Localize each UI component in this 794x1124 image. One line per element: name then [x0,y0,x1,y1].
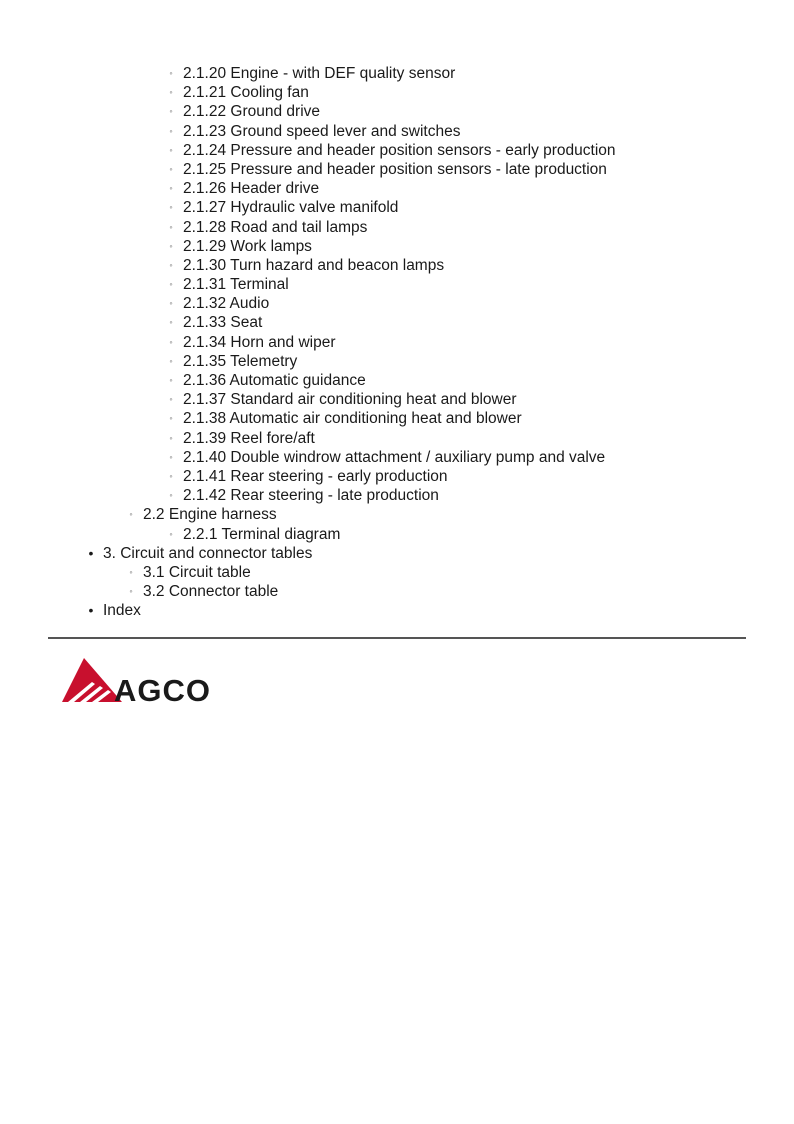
toc-item-label: 2.1.20 Engine - with DEF quality sensor [183,65,456,82]
toc-item-label: 2.1.31 Terminal [183,276,289,294]
bullet-circle-icon: ◦ [169,106,173,117]
toc-item[interactable] [0,160,794,179]
toc-item-label: 2.1.32 Audio [183,295,270,313]
toc-item[interactable] [0,122,794,141]
bullet-circle-icon: ◦ [169,336,173,347]
toc-item-label: 2.1.30 Turn hazard and beacon lamps [183,256,445,274]
bullet-circle-icon: ◦ [129,509,133,520]
toc-item-label: 2.1.42 Rear steering - late production [183,487,439,505]
bullet-circle-icon: ◦ [169,240,173,251]
bullet-circle-icon: ◦ [169,68,173,78]
bullet-circle-icon: ◦ [169,451,173,462]
toc-item[interactable] [0,275,794,294]
toc-item[interactable] [0,505,794,524]
bullet-circle-icon: ◦ [169,413,173,424]
bullet-circle-icon: ◦ [169,470,173,481]
toc-item[interactable] [0,525,794,544]
toc-item[interactable] [0,390,794,409]
toc-item[interactable] [0,429,794,448]
toc-item[interactable] [0,256,794,275]
toc-item[interactable] [0,102,794,121]
toc-item-label: 2.1.41 Rear steering - early production [183,467,448,485]
toc-item-label: 2.1.29 Work lamps [183,237,312,255]
toc-item-label: 2.1.36 Automatic guidance [183,372,366,389]
toc-item[interactable] [0,198,794,217]
toc-item-label: 2.1.34 Horn and wiper [183,333,336,351]
toc-item-label: 2.1.25 Pressure and header position sensors - late production [183,160,607,178]
toc-item-label: 3.1 Circuit table [143,563,251,581]
bullet-circle-icon: ◦ [169,259,173,270]
toc-item[interactable] [0,64,794,83]
toc-item-label: 2.1.39 Reel fore/aft [183,429,315,447]
toc-item-label: 2.1.22 Ground drive [183,103,321,121]
toc-item-label: 2.2.1 Terminal diagram [183,525,341,543]
bullet-circle-icon: ◦ [169,202,173,213]
bullet-circle-icon: ◦ [169,221,173,232]
bullet-circle-icon: ◦ [169,279,173,290]
toc-item[interactable] [0,486,794,505]
bullet-circle-icon: ◦ [129,566,133,577]
bullet-circle-icon: ◦ [169,183,173,194]
toc-item[interactable] [0,582,794,601]
divider-rule [48,637,746,639]
toc-item-label: 2.1.23 Ground speed lever and switches [183,122,461,140]
bullet-dot-icon: • [88,602,94,619]
toc-item[interactable] [0,563,794,582]
toc-item-label: 2.1.37 Standard air conditioning heat and blower [183,391,517,409]
bullet-circle-icon: ◦ [169,432,173,443]
toc-item-label: 2.1.24 Pressure and header position sensors - early production [183,141,616,159]
toc-item[interactable] [0,409,794,428]
toc-item[interactable] [0,371,794,390]
toc-item-label: 2.1.38 Automatic air conditioning heat and blower [183,410,522,428]
bullet-circle-icon: ◦ [169,355,173,366]
toc-item[interactable] [0,601,794,620]
toc-item[interactable] [0,544,794,563]
toc-item-label: 2.1.28 Road and tail lamps [183,218,368,236]
toc-item[interactable] [0,352,794,371]
bullet-circle-icon: ◦ [169,163,173,174]
logo-wordmark: AGCO [114,673,211,704]
toc-item[interactable] [0,83,794,102]
toc-item-label: 2.1.33 Seat [183,314,263,332]
agco-logo-mark [62,656,234,704]
bullet-circle-icon: ◦ [169,144,173,155]
toc-item-label: 3. Circuit and connector tables [103,544,313,562]
toc-item-label: 2.1.27 Hydraulic valve manifold [183,199,399,217]
toc-item-label: Index [103,602,141,620]
bullet-circle-icon: ◦ [169,394,173,405]
toc-item[interactable] [0,179,794,198]
bullet-circle-icon: ◦ [169,375,173,385]
toc-item-label: 2.2 Engine harness [143,506,277,524]
toc-item[interactable] [0,218,794,237]
bullet-circle-icon: ◦ [169,87,173,98]
toc-item-label: 3.2 Connector table [143,583,279,601]
toc-item[interactable] [0,237,794,256]
bullet-circle-icon: ◦ [169,490,173,501]
bullet-circle-icon: ◦ [169,528,173,539]
toc-item[interactable] [0,333,794,352]
table-of-contents [0,64,794,620]
toc-item-label: 2.1.35 Telemetry [183,352,298,370]
agco-logo [62,656,234,704]
bullet-circle-icon: ◦ [169,298,173,309]
bullet-circle-icon: ◦ [169,125,173,136]
toc-item[interactable] [0,141,794,160]
bullet-dot-icon: • [88,544,94,561]
toc-item[interactable] [0,448,794,467]
bullet-circle-icon: ◦ [129,586,133,597]
toc-item-label: 2.1.21 Cooling fan [183,84,309,102]
toc-item[interactable] [0,467,794,486]
toc-item-label: 2.1.26 Header drive [183,180,320,198]
bullet-circle-icon: ◦ [169,317,173,328]
toc-item[interactable] [0,313,794,332]
toc-item[interactable] [0,294,794,313]
toc-item-label: 2.1.40 Double windrow attachment / auxiliary pump and valve [183,448,606,466]
